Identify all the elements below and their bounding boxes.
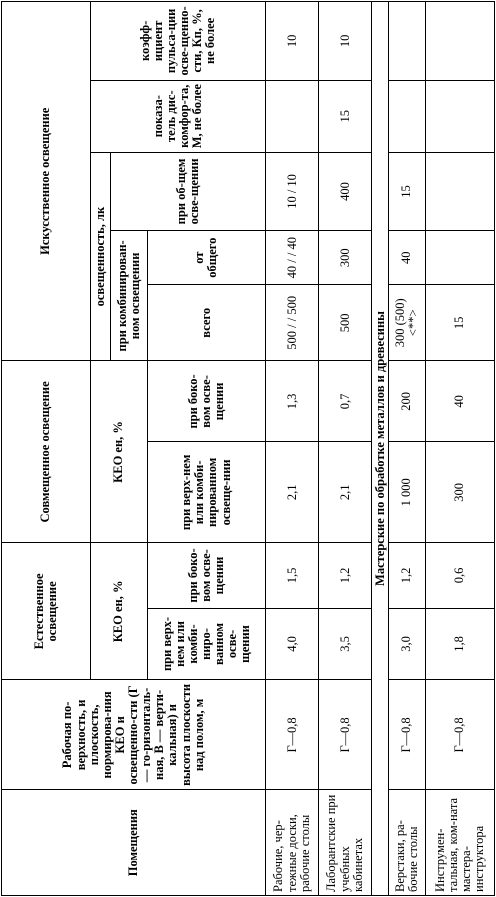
cell-comb-side: 0,7 <box>319 361 372 442</box>
header-combined: Совмещенное освещение <box>2 361 91 543</box>
header-natural-side: при боко-вом осве-щении <box>147 543 266 608</box>
cell-total: 500 <box>319 285 372 361</box>
cell-comb-side: 40 <box>425 361 494 442</box>
cell-nat-side: 0,6 <box>425 543 494 608</box>
table-row <box>389 2 426 896</box>
header-combined-side: при боко-вом осве-щении <box>147 361 266 442</box>
cell-general: 400 <box>319 152 372 231</box>
header-total: всего <box>147 285 266 361</box>
table-row <box>425 2 494 896</box>
section-row <box>372 2 389 896</box>
cell-room: Рабочие, чер-тежные доски, рабочие столы <box>266 790 319 896</box>
cell-surface: Г—0,8 <box>266 680 319 790</box>
cell-nat-top: 4,0 <box>266 608 319 680</box>
cell-room: Инструмен-тальная, ком-ната мастера-инструктора <box>425 790 494 896</box>
header-room: Помещения <box>2 790 266 896</box>
cell-from-general: 40 <box>389 231 426 285</box>
cell-comb-top: 2,1 <box>319 442 372 543</box>
cell-total: 300 (500) <**> <box>389 285 426 361</box>
cell-comb-top: 1 000 <box>389 442 426 543</box>
cell-from-general: 300 <box>319 231 372 285</box>
cell-discomfort <box>389 80 426 152</box>
cell-comb-top: 2,1 <box>266 442 319 543</box>
table-row <box>319 2 372 896</box>
cell-nat-side: 1,2 <box>319 543 372 608</box>
section-title: Мастерские по обработке металлов и древесины <box>372 2 389 896</box>
header-pulsation: коэфф-ициент пульса-ции осве-щенно-сти, Кп, %, не более <box>91 2 266 81</box>
header-from-general: от общего <box>147 231 266 285</box>
cell-general: 10 / 10 <box>266 152 319 231</box>
cell-nat-top: 3,0 <box>389 608 426 680</box>
cell-nat-side: 1,5 <box>266 543 319 608</box>
header-natural-top: при верх-нем или комби-ниро-ванном осве-щении <box>147 608 266 680</box>
header-natural: Естественное освещение <box>2 543 91 680</box>
cell-pulsation <box>389 2 426 81</box>
header-surface: Рабочая по-верхность, и плоскость, нормирова-ния КЕО и освещенно-сти (Г — го-ризонталь-ная, В — верти-кальная) и высота плоскости над полом, м <box>2 680 266 790</box>
cell-from-general: 40 / / 40 <box>266 231 319 285</box>
cell-comb-side: 200 <box>389 361 426 442</box>
header-discomfort: показа-тель дис-комфор-та, М, не более <box>91 80 266 152</box>
table-row <box>266 2 319 896</box>
cell-discomfort <box>266 80 319 152</box>
header-natural-keo: КЕО ен, % <box>91 543 148 680</box>
cell-pulsation: 10 <box>266 2 319 81</box>
cell-total: 15 <box>425 285 494 361</box>
cell-pulsation: 10 <box>319 2 372 81</box>
cell-discomfort: 15 <box>319 80 372 152</box>
cell-nat-top: 3,5 <box>319 608 372 680</box>
cell-discomfort <box>425 80 494 152</box>
cell-comb-side: 1,3 <box>266 361 319 442</box>
header-combined-lighting: при комбинирован-ном освещении <box>111 231 148 361</box>
cell-room: Верстаки, ра-бочие столы <box>389 790 426 896</box>
header-illuminance: освещенность, лк <box>91 152 111 361</box>
cell-pulsation <box>425 2 494 81</box>
header-combined-top: при верх-нем или комби-нированном освеще-нии <box>147 442 266 543</box>
header-artificial: Искусственное освещение <box>2 2 91 361</box>
lighting-norms-table <box>1 1 495 896</box>
cell-room: Лаборантские при учебных кабинетах <box>319 790 372 896</box>
cell-general <box>425 152 494 231</box>
cell-surface: Г—0,8 <box>389 680 426 790</box>
cell-comb-top: 300 <box>425 442 494 543</box>
header-combined-keo: КЕО ен, % <box>91 361 148 543</box>
cell-nat-side: 1,2 <box>389 543 426 608</box>
cell-general: 15 <box>389 152 426 231</box>
cell-from-general <box>425 231 494 285</box>
cell-total: 500 / / 500 <box>266 285 319 361</box>
cell-surface: Г—0,8 <box>319 680 372 790</box>
header-general-lighting: при об-щем осве-щении <box>111 152 266 231</box>
cell-nat-top: 1,8 <box>425 608 494 680</box>
cell-surface: Г—0,8 <box>425 680 494 790</box>
